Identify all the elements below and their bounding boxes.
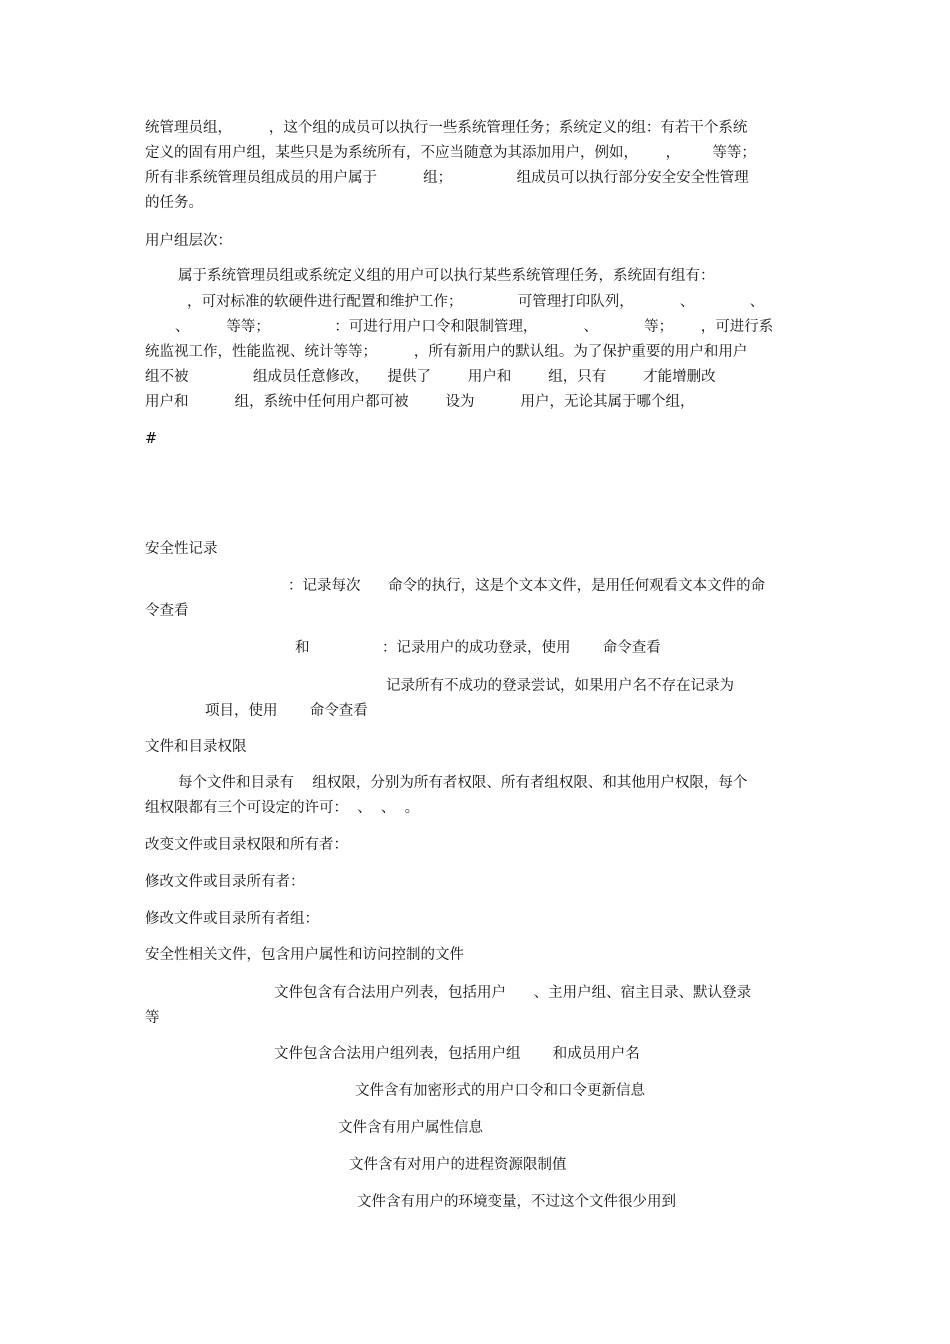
paragraph-line: 和 [295, 640, 310, 656]
paragraph-line: ：记录用户的成功登录，使用 命令查看 [382, 640, 661, 656]
section-heading: 安全性记录 [145, 541, 218, 557]
paragraph-line: ：记录每次 命令的执行，这是个文本文件，是用任何观看文本文件的命 [288, 578, 766, 594]
paragraph-line: 文件含有用户的环境变量，不过这个文件很少用到 [357, 1194, 676, 1210]
section-heading: 改变文件或目录权限和所有者： [145, 837, 348, 853]
paragraph-line: 统管理员组， ，这个组的成员可以执行一些系统管理任务；系统定义的组：有若干个系统 [145, 120, 748, 136]
paragraph-line: 统监视工作，性能监视、统计等等； ，所有新用户的默认组。为了保护重要的用户和用户 [145, 344, 748, 360]
paragraph-line: 的任务。 [145, 195, 203, 211]
paragraph-line: 文件含有用户属性信息 [338, 1120, 483, 1136]
paragraph-line: 定义的固有用户组，某些只是为系统所有，不应当随意为其添加用户，例如， ， 等等； [145, 145, 756, 161]
paragraph-line: 文件包含合法用户组列表，包括用户组 和成员用户名 [274, 1046, 640, 1062]
section-heading: 安全性相关文件，包含用户属性和访问控制的文件 [145, 947, 464, 963]
paragraph-line: 组权限都有三个可设定的许可： 、 、 。 [145, 800, 420, 816]
section-heading: 用户组层次： [145, 233, 232, 249]
paragraph-line: 、 等等； ：可进行用户口令和限制管理， 、 等； ，可进行系 [175, 319, 774, 335]
paragraph-line: 每个文件和目录有 组权限，分别为所有者权限、所有者组权限、和其他用户权限，每个 [178, 775, 748, 791]
paragraph-line: 等 [145, 1010, 160, 1026]
section-heading: 修改文件或目录所有者组： [145, 911, 319, 927]
paragraph-line: ，可对标准的软硬件进行配置和维护工作； 可管理打印队列， 、 、 [187, 294, 765, 310]
section-heading: 修改文件或目录所有者： [145, 874, 305, 890]
paragraph-line: 记录所有不成功的登录尝试，如果用户名不存在记录为 [386, 678, 734, 694]
paragraph-line: 用户和 组，系统中任何用户都可被 设为 用户，无论其属于哪个组， [145, 394, 695, 410]
paragraph-line: 项目，使用 命令查看 [205, 703, 368, 719]
paragraph-line: 文件包含有合法用户列表，包括用户 、主用户组、宿主目录、默认登录 [274, 985, 752, 1001]
paragraph-line: 属于系统管理员组或系统定义组的用户可以执行某些系统管理任务，系统固有组有： [178, 268, 715, 284]
paragraph-line: 令查看 [145, 603, 189, 619]
paragraph-line: 组不被 组成员任意修改， 提供了 用户和 组，只有 才能增删改 [145, 369, 716, 385]
paragraph-line: 所有非系统管理员组成员的用户属于 组； 组成员可以执行部分安全安全性管理 [145, 170, 749, 186]
paragraph-line: 文件含有对用户的进程资源限制值 [349, 1157, 567, 1173]
hash-mark: # [145, 431, 158, 447]
section-heading: 文件和目录权限 [145, 739, 247, 755]
paragraph-line: 文件含有加密形式的用户口令和口令更新信息 [355, 1083, 645, 1099]
